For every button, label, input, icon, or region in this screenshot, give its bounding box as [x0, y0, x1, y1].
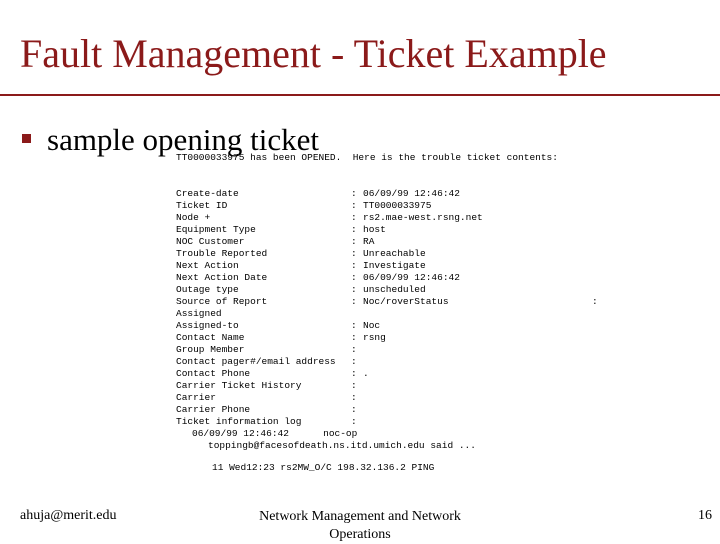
field-separator: :: [351, 188, 357, 199]
field-value: rs2.mae-west.rsng.net: [363, 212, 483, 223]
field-name: Carrier: [176, 392, 216, 403]
field-separator: :: [351, 296, 357, 307]
field-name: Node +: [176, 212, 211, 223]
field-separator: :: [351, 356, 357, 367]
log-author-line: toppingb@facesofdeath.ns.itd.umich.edu said ...: [208, 440, 476, 451]
log-ping-line: 11 Wed12:23 rs2MW_O/C 198.32.136.2 PING: [212, 462, 435, 473]
log-timestamp-line: 06/09/99 12:46:42 noc-op: [192, 428, 358, 439]
ticket-log-detail: [212, 462, 434, 474]
field-name: Ticket ID: [176, 200, 228, 211]
field-separator: :: [351, 272, 357, 283]
field-separator: :: [351, 224, 357, 235]
field-value: host: [363, 224, 386, 235]
field-name: Contact Name: [176, 332, 245, 343]
title-divider: [0, 94, 720, 96]
field-name: Assigned-to: [176, 320, 239, 331]
field-name: Ticket information log: [176, 416, 302, 427]
field-separator: :: [351, 344, 357, 355]
field-separator: :: [351, 320, 357, 331]
field-separator: :: [351, 404, 357, 415]
field-name: Contact pager#/email address: [176, 356, 336, 367]
field-name: NOC Customer: [176, 236, 245, 247]
field-value: 06/09/99 12:46:42: [363, 188, 460, 199]
field-name: Contact Phone: [176, 368, 251, 379]
field-name: Group Member: [176, 344, 245, 355]
field-separator: :: [351, 200, 357, 211]
field-name: Create-date: [176, 188, 239, 199]
field-separator: :: [351, 236, 357, 247]
field-value: 06/09/99 12:46:42: [363, 272, 460, 283]
square-bullet-icon: [22, 134, 31, 143]
field-name: Trouble Reported: [176, 248, 268, 259]
field-separator: :: [351, 380, 357, 391]
field-extra: :: [592, 296, 598, 307]
footer-email: ahuja@merit.edu: [20, 508, 117, 523]
slide-title: Fault Management - Ticket Example: [20, 31, 607, 76]
field-separator: :: [351, 392, 357, 403]
page-number: 16: [698, 508, 712, 523]
field-value: Noc/roverStatus: [363, 296, 449, 307]
footer-title: Network Management and Network Operations: [259, 509, 461, 542]
field-value: rsng: [363, 332, 386, 343]
field-separator: :: [351, 332, 357, 343]
field-separator: :: [351, 284, 357, 295]
field-value: TT0000033975: [363, 200, 432, 211]
bullet-text: sample opening ticket: [47, 122, 320, 157]
field-value: unscheduled: [363, 284, 426, 295]
field-name: Equipment Type: [176, 224, 256, 235]
field-value: RA: [363, 236, 375, 247]
ticket-log-entry: [192, 428, 476, 452]
field-value: Unreachable: [363, 248, 426, 259]
field-name: Outage type: [176, 284, 239, 295]
ticket-header: TT0000033975 has been OPENED. Here is the trouble ticket contents:: [176, 152, 558, 163]
field-name: Source of Report: [176, 296, 268, 307]
field-name: Carrier Phone: [176, 404, 251, 415]
field-name: Next Action Date: [176, 272, 268, 283]
field-separator: :: [351, 212, 357, 223]
field-value: Investigate: [363, 260, 426, 271]
field-name: Assigned: [176, 308, 222, 319]
field-name: Next Action: [176, 260, 239, 271]
field-separator: :: [351, 368, 357, 379]
field-separator: :: [351, 416, 357, 427]
field-separator: :: [351, 248, 357, 259]
field-name: Carrier Ticket History: [176, 380, 302, 391]
field-value: .: [363, 368, 369, 379]
field-value: Noc: [363, 320, 381, 331]
field-separator: :: [351, 260, 357, 271]
